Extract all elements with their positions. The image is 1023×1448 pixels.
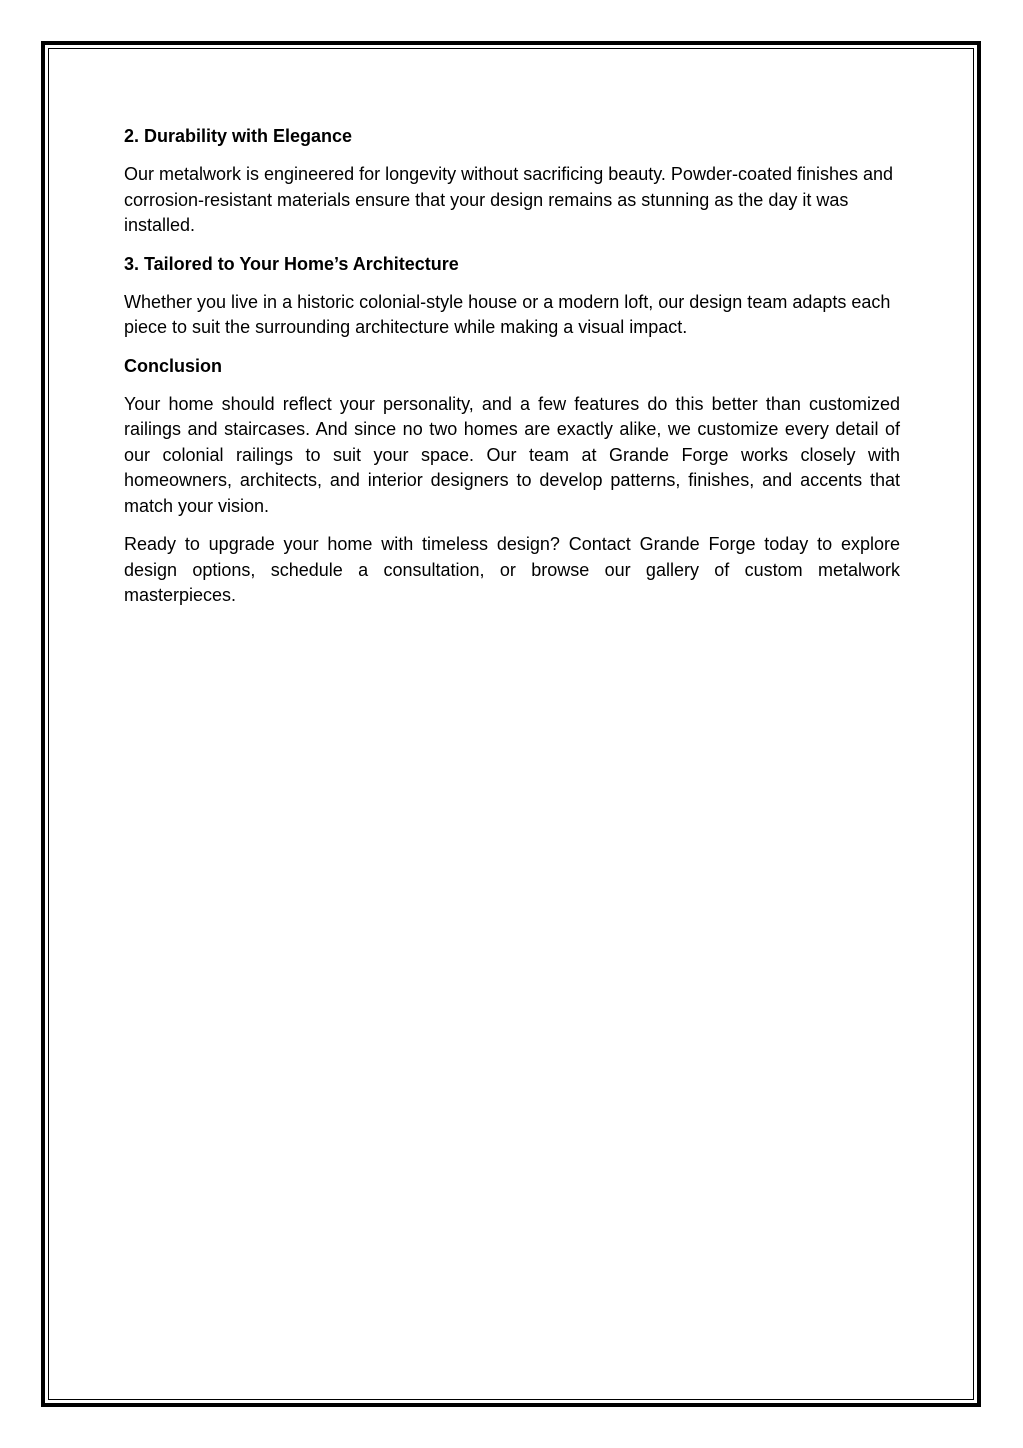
section-heading-durability: 2. Durability with Elegance	[124, 126, 353, 146]
paragraph-durability: Our metalwork is engineered for longevity without sacrificing beauty. Powder-coated finishes and corrosion-resistant materials ensure that your design remains as stunning as the day it was installed.	[124, 164, 894, 235]
section-heading-conclusion: Conclusion	[124, 355, 222, 376]
paragraph-conclusion-2: Ready to upgrade your home with timeless design? Contact Grande Forge today to explore design options, schedule a consultation, or browse our gallery of custom metalwork masterpieces.	[124, 534, 900, 605]
section-heading-architecture: 3. Tailored to Your Home’s Architecture	[124, 253, 459, 274]
paragraph-architecture: Whether you live in a historic colonial-style house or a modern loft, our design team adapts each piece to suit the surrounding architecture while making a visual impact.	[124, 291, 891, 337]
paragraph-conclusion-1: Your home should reflect your personality, and a few features do this better than customized railings and staircases. And since no two homes are exactly alike, we customize every detail of our colonial railings to suit your space. Our team at Grande Forge works closely with homeowners, architects, and interior designers to develop patterns, finishes, and accents that match your vision.	[124, 393, 900, 516]
document-body	[124, 124, 900, 622]
